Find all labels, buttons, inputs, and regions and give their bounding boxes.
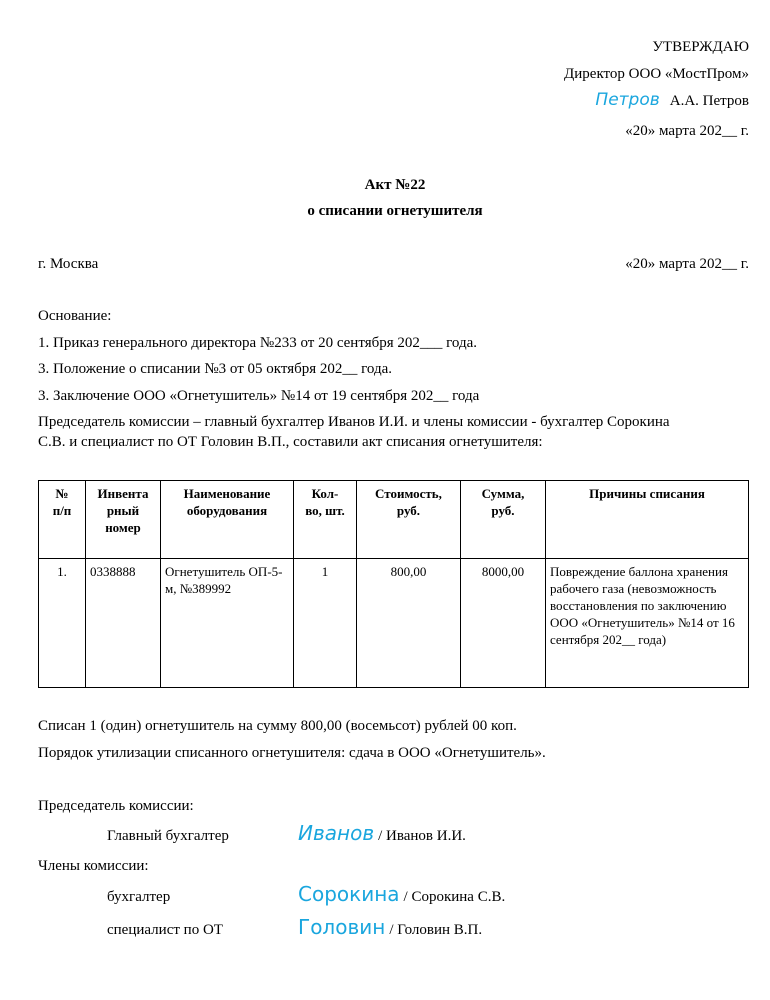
- writeoff-table: [38, 480, 749, 688]
- column-header: Кол- во, шт.: [294, 481, 357, 559]
- row-number: 1.: [39, 559, 86, 688]
- commission-text-line: С.В. и специалист по ОТ Головин В.П., составили акт списания огнетушителя:: [38, 434, 543, 450]
- chair-label: Председатель комиссии:: [38, 798, 194, 814]
- act-date: «20» марта 202__ г.: [625, 256, 749, 272]
- column-header: Наименование оборудования: [161, 481, 294, 559]
- chair-signature-line: [298, 821, 466, 845]
- approval-heading: УТВЕРЖДАЮ: [652, 39, 749, 55]
- chair-name: / Иванов И.И.: [378, 828, 466, 844]
- member-role: бухгалтер: [107, 889, 171, 905]
- member-signature-line: [298, 882, 505, 906]
- column-header: Инвента рный номер: [86, 481, 161, 559]
- member-signature-line: [298, 915, 482, 939]
- act-title: Акт №22: [364, 177, 426, 193]
- member-signature: Головин: [298, 915, 386, 939]
- total-sum: 8000,00: [461, 559, 546, 688]
- approval-signature: Петров: [595, 90, 660, 110]
- approval-position: Директор ООО «МостПром»: [564, 66, 749, 82]
- basis-item: 1. Приказ генерального директора №233 от 20 сентября 202___ года.: [38, 335, 478, 351]
- unit-cost: 800,00: [357, 559, 461, 688]
- approval-date: «20» марта 202__ г.: [625, 123, 749, 139]
- commission-text-line: Председатель комиссии – главный бухгалтер Иванов И.И. и члены комиссии - бухгалтер Сорокина: [38, 414, 670, 430]
- basis-item: 3. Заключение ООО «Огнетушитель» №14 от 19 сентября 202__ года: [38, 388, 480, 404]
- column-header: Сумма, руб.: [461, 481, 546, 559]
- approval-signature-line: [595, 90, 749, 112]
- approval-name: А.А. Петров: [669, 93, 749, 109]
- city: г. Москва: [38, 256, 99, 272]
- quantity: 1: [294, 559, 357, 688]
- equipment-name: Огнетушитель ОП-5-м, №389992: [161, 559, 294, 688]
- table-header-row: [39, 481, 749, 559]
- act-subtitle: о списании огнетушителя: [307, 203, 483, 219]
- basis-label: Основание:: [38, 308, 112, 324]
- member-signature: Сорокина: [298, 882, 400, 906]
- member-name: / Головин В.П.: [389, 922, 483, 938]
- summary-line: Порядок утилизации списанного огнетушителя: сдача в ООО «Огнетушитель».: [38, 745, 546, 761]
- chair-role: Главный бухгалтер: [107, 828, 229, 844]
- column-header: № п/п: [39, 481, 86, 559]
- column-header: Причины списания: [546, 481, 749, 559]
- table-row: [39, 559, 749, 688]
- summary-line: Списан 1 (один) огнетушитель на сумму 800,00 (восемьсот) рублей 00 коп.: [38, 718, 517, 734]
- column-header: Стоимость, руб.: [357, 481, 461, 559]
- writeoff-reason: Повреждение баллона хранения рабочего газа (невозможность восстановления по заключению ООО «Огнетушитель» №14 от 16 сентября 202__ года): [546, 559, 749, 688]
- basis-item: 3. Положение о списании №3 от 05 октября 202__ года.: [38, 361, 393, 377]
- member-role: специалист по ОТ: [107, 922, 223, 938]
- chair-signature: Иванов: [298, 821, 375, 845]
- inventory-number: 0338888: [86, 559, 161, 688]
- member-name: / Сорокина С.В.: [403, 889, 506, 905]
- members-label: Члены комиссии:: [38, 858, 149, 874]
